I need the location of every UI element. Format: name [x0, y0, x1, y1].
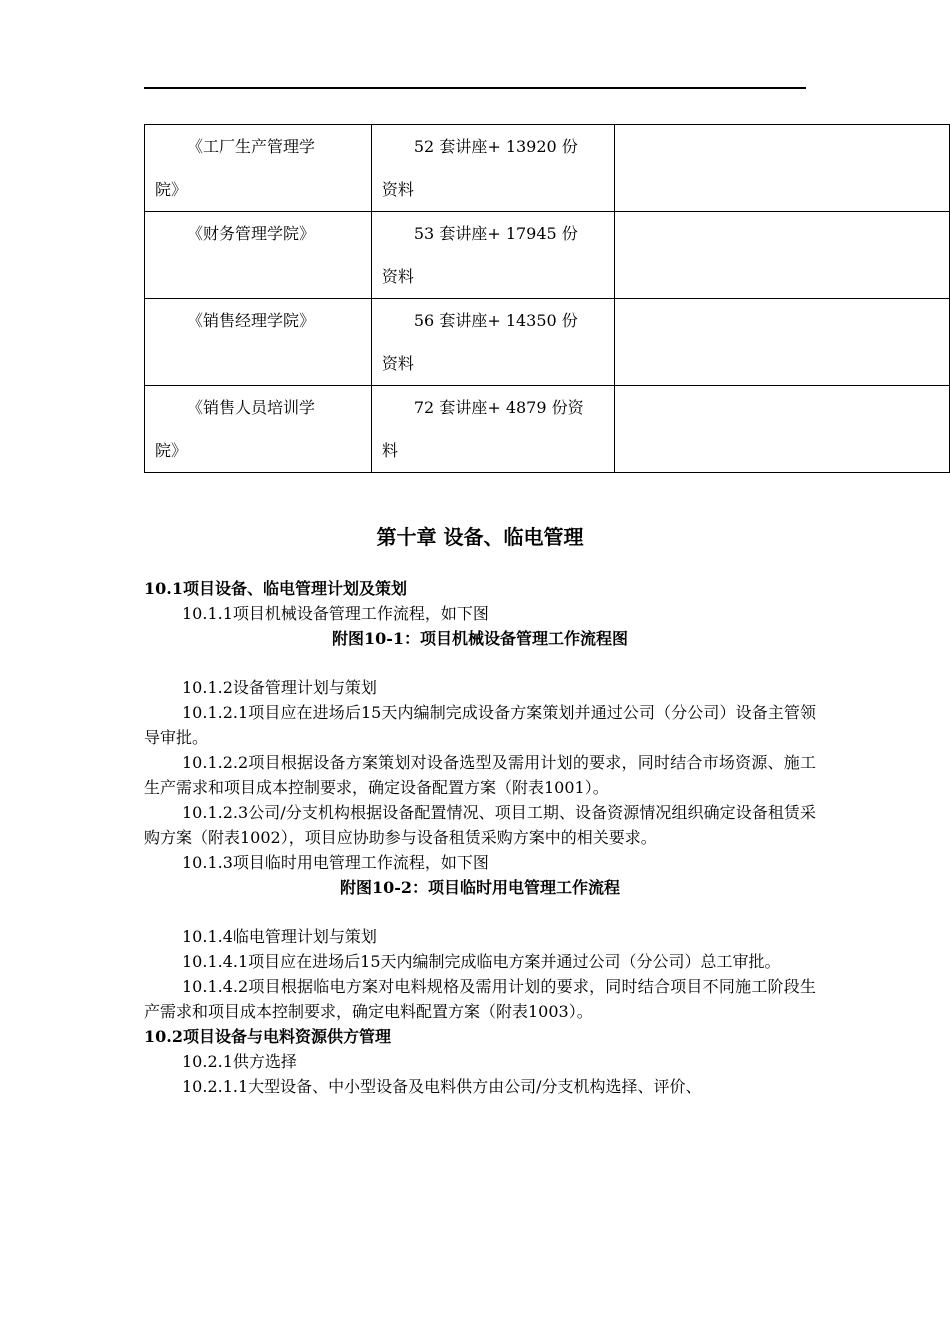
paragraph-10-2-1-1: 10.2.1.1大型设备、中小型设备及电料供方由公司/分支机构选择、评价、	[182, 1077, 702, 1096]
document-body	[144, 518, 816, 1099]
table-cell-amount: 56 套讲座+ 14350 份 资料	[371, 299, 614, 386]
resource-table	[144, 124, 950, 473]
paragraph-10-1-2-2: 10.1.2.2项目根据设备方案策划对设备选型及需用计划的要求，同时结合市场资源、施工生产需求和项目成本控制要求，确定设备配置方案（附表1001）。	[144, 753, 816, 797]
table-row	[145, 212, 950, 299]
figure-caption-10-2: 附图10-2：项目临时用电管理工作流程	[339, 878, 621, 897]
table-cell-name: 《财务管理学院》	[145, 212, 372, 299]
table-cell-note	[614, 386, 949, 473]
header-rule	[144, 87, 806, 89]
table-cell-note	[614, 212, 949, 299]
table-cell-note	[614, 299, 949, 386]
paragraph-10-1-2-3: 10.1.2.3公司/分支机构根据设备配置情况、项目工期、设备资源情况组织确定设备租赁采购方案（附表1002），项目应协助参与设备租赁采购方案中的相关要求。	[144, 803, 816, 847]
table-cell-amount: 53 套讲座+ 17945 份 资料	[371, 212, 614, 299]
table-cell-name: 《销售人员培训学 院》	[145, 386, 372, 473]
table-cell-amount: 72 套讲座+ 4879 份资 料	[371, 386, 614, 473]
table-row	[145, 299, 950, 386]
paragraph-10-1-2: 10.1.2设备管理计划与策划	[182, 678, 377, 697]
figure-caption-10-1: 附图10-1：项目机械设备管理工作流程图	[331, 629, 629, 648]
paragraph-10-1-4: 10.1.4临电管理计划与策划	[182, 927, 377, 946]
table-cell-name: 《销售经理学院》	[145, 299, 372, 386]
table-cell-note	[614, 125, 949, 212]
section-heading-10-1: 10.1项目设备、临电管理计划及策划	[144, 579, 407, 598]
table-row	[145, 386, 950, 473]
section-heading-10-2: 10.2项目设备与电料资源供方管理	[144, 1027, 391, 1046]
paragraph-10-2-1: 10.2.1供方选择	[182, 1052, 297, 1071]
table-row	[145, 125, 950, 212]
paragraph-10-1-4-2: 10.1.4.2项目根据临电方案对电料规格及需用计划的要求，同时结合项目不同施工阶段生产需求和项目成本控制要求，确定电料配置方案（附表1003）。	[144, 977, 816, 1021]
paragraph-10-1-4-1: 10.1.4.1项目应在进场后15天内编制完成临电方案并通过公司（分公司）总工审批。	[182, 952, 781, 971]
table-cell-amount: 52 套讲座+ 13920 份 资料	[371, 125, 614, 212]
table-cell-name: 《工厂生产管理学 院》	[145, 125, 372, 212]
figure-placeholder	[144, 651, 816, 675]
paragraph-10-1-3: 10.1.3项目临时用电管理工作流程，如下图	[182, 853, 489, 872]
figure-placeholder	[144, 900, 816, 924]
chapter-title: 第十章 设备、临电管理	[376, 525, 584, 549]
paragraph-10-1-1: 10.1.1项目机械设备管理工作流程，如下图	[182, 604, 489, 623]
paragraph-10-1-2-1: 10.1.2.1项目应在进场后15天内编制完成设备方案策划并通过公司（分公司）设备主管领导审批。	[144, 703, 816, 747]
